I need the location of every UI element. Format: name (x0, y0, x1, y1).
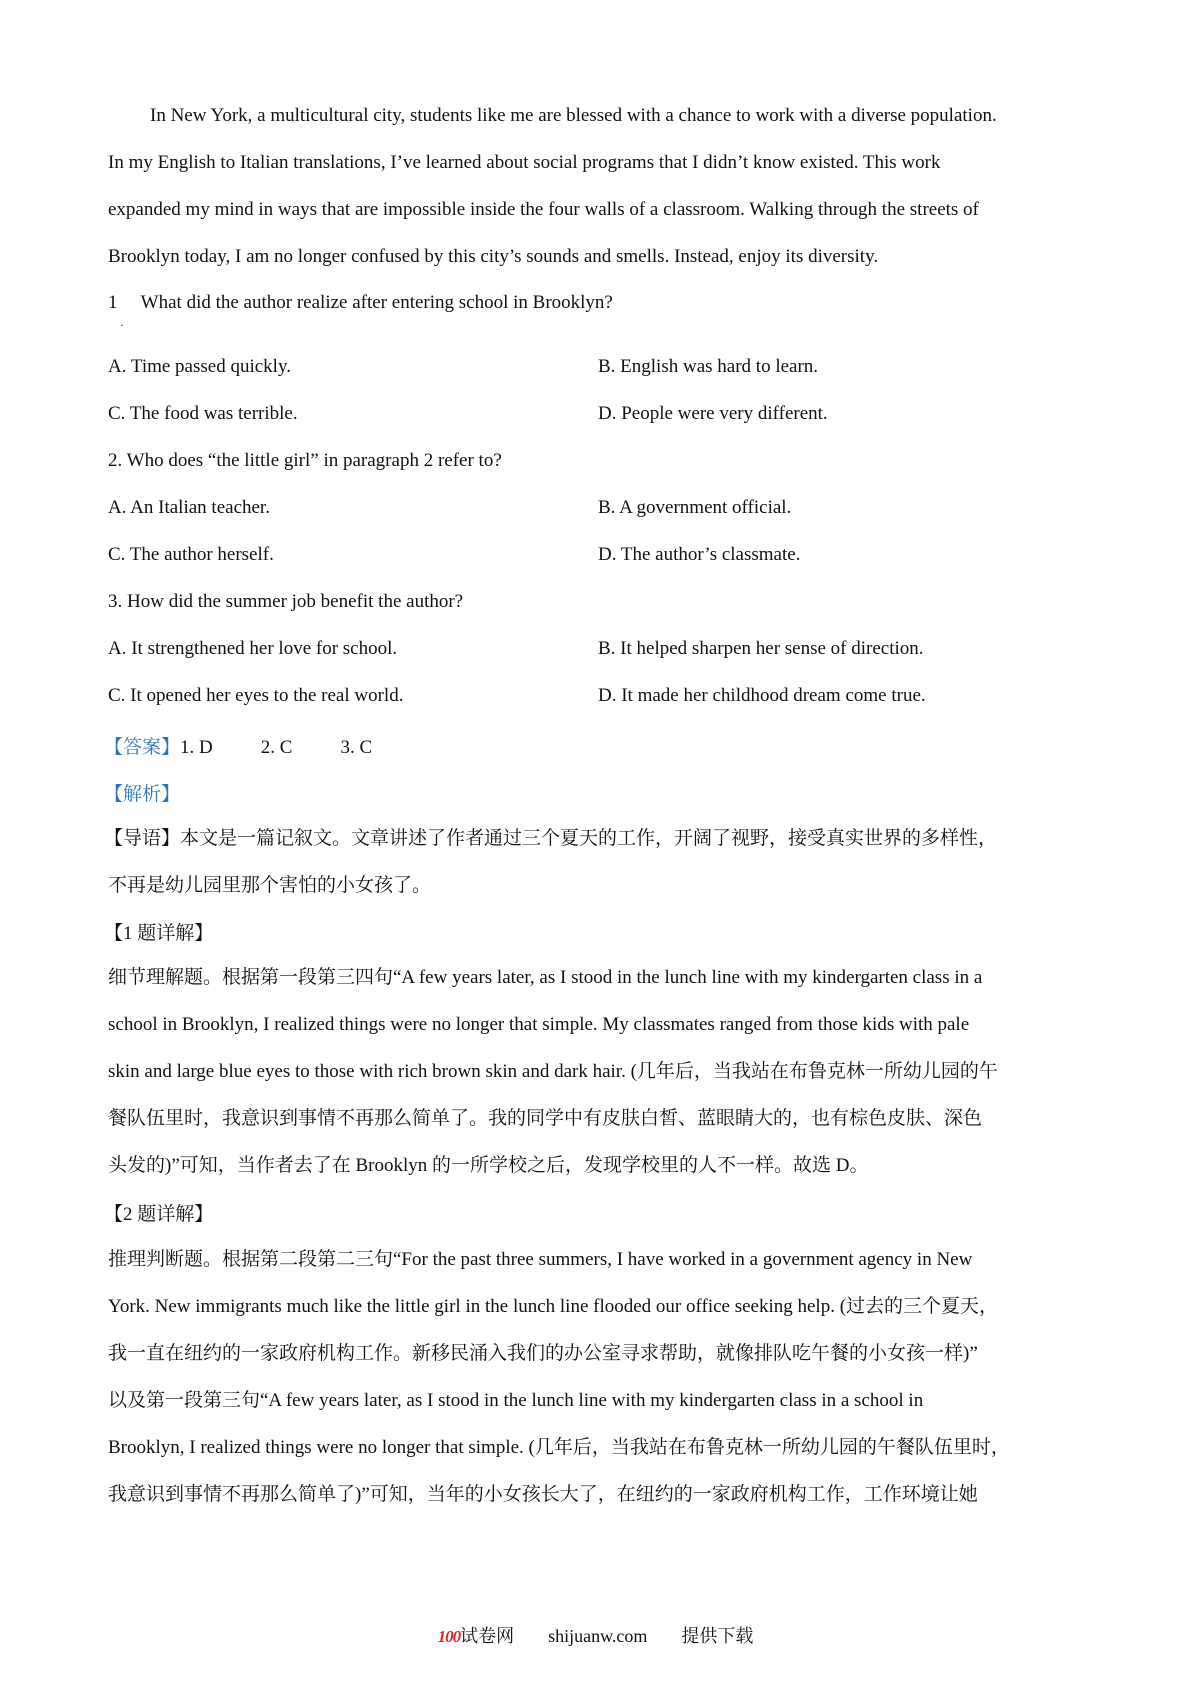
question-3-option-a: A. It strengthened her love for school. (108, 638, 398, 659)
question-1-text: What did the author realize after entering school in Brooklyn? (140, 292, 613, 313)
answer-item: 1. D (180, 737, 213, 758)
question-1-option-d: D. People were very different. (598, 403, 828, 424)
intro-label: 【导语】 (104, 828, 181, 849)
q2-detail-line: 以及第一段第三句“A few years later, as I stood in the lunch line with my kindergarten class in a school in (108, 1390, 924, 1411)
site-tagline: 提供下载 (681, 1626, 754, 1646)
question-1-option-c: C. The food was terrible. (108, 403, 298, 424)
site-domain: shijuanw.com (548, 1626, 648, 1646)
q2-detail-line: Brooklyn, I realized things were no longer that simple. (几年后，当我站在布鲁克林一所幼儿园的午餐队伍里时， (108, 1437, 1010, 1458)
question-1-option-b: B. English was hard to learn. (598, 356, 819, 377)
q1-detail-label: 【1 题详解】 (104, 923, 214, 944)
question-3-option-c: C. It opened her eyes to the real world. (108, 685, 404, 706)
question-3-option-d: D. It made her childhood dream come true. (598, 685, 926, 706)
site-name: 试卷网 (460, 1626, 515, 1646)
question-2-option-d: D. The author’s classmate. (598, 544, 801, 565)
answer-label: 【答案】 (104, 737, 181, 758)
analysis-intro (104, 815, 1094, 909)
intro-line: 不再是幼儿园里那个害怕的小女孩了。 (108, 875, 432, 896)
q1-detail (108, 954, 1098, 1189)
q2-detail-line: 推理判断题。根据第二段第二三句“For the past three summers, I have worked in a government agency in New (108, 1249, 973, 1270)
q2-detail-line: 我一直在纽约的一家政府机构工作。新移民涌入我们的办公室寻求帮助，就像排队吃午餐的小女孩一样)” (108, 1343, 978, 1364)
question-2-stem: 2. Who does “the little girl” in paragraph 2 refer to? (108, 450, 502, 471)
analysis-label: 【解析】 (104, 784, 181, 805)
question-2-option-b: B. A government official. (598, 497, 792, 518)
question-1-option-a: A. Time passed quickly. (108, 356, 291, 377)
q1-detail-line: 细节理解题。根据第一段第三四句“A few years later, as I stood in the lunch line with my kindergarten class in a (108, 967, 983, 988)
passage-line: In my English to Italian translations, I’ve learned about social programs that I didn’t know existed. This work (108, 152, 941, 173)
answer-item: 2. C (260, 737, 293, 758)
q1-detail-line: 餐队伍里时，我意识到事情不再那么简单了。我的同学中有皮肤白皙、蓝眼睛大的，也有棕色皮肤、深色 (108, 1108, 983, 1129)
q1-detail-line: school in Brooklyn, I realized things were no longer that simple. My classmates ranged from those kids with pale (108, 1014, 970, 1035)
question-1-number: 1 (108, 292, 118, 313)
q2-detail (108, 1236, 1098, 1518)
question-3-option-b: B. It helped sharpen her sense of direction. (598, 638, 924, 659)
answer-item: 3. C (340, 737, 373, 758)
q2-detail-line: York. New immigrants much like the little girl in the lunch line flooded our office seeking help. (过去的三个夏天， (108, 1296, 999, 1317)
page-footer (0, 1622, 1191, 1648)
site-logo: 100 (437, 1627, 461, 1646)
question-1-stem (108, 292, 613, 314)
q1-detail-line: skin and large blue eyes to those with rich brown skin and dark hair. (几年后，当我站在布鲁克林一所幼儿园的午 (108, 1061, 998, 1082)
question-3-stem: 3. How did the summer job benefit the author? (108, 591, 464, 612)
q2-detail-label: 【2 题详解】 (104, 1204, 214, 1225)
question-number-dot: · (120, 318, 124, 332)
passage-line: In New York, a multicultural city, students like me are blessed with a chance to work with a diverse population. (150, 105, 997, 126)
question-2-option-c: C. The author herself. (108, 544, 274, 565)
intro-line: 本文是一篇记叙文。文章讲述了作者通过三个夏天的工作，开阔了视野，接受真实世界的多样性， (180, 828, 998, 849)
passage-paragraph (108, 92, 1098, 280)
q1-detail-line: 头发的)”可知，当作者去了在 Brooklyn 的一所学校之后，发现学校里的人不一样。故选 D。 (108, 1155, 869, 1176)
question-2-option-a: A. An Italian teacher. (108, 497, 270, 518)
answer-line (104, 732, 372, 759)
passage-line: Brooklyn today, I am no longer confused by this city’s sounds and smells. Instead, enjoy its diversity. (108, 246, 879, 267)
passage-line: expanded my mind in ways that are impossible inside the four walls of a classroom. Walking through the streets of (108, 199, 979, 220)
q2-detail-line: 我意识到事情不再那么简单了)”可知，当年的小女孩长大了，在纽约的一家政府机构工作，工作环境让她 (108, 1484, 978, 1505)
